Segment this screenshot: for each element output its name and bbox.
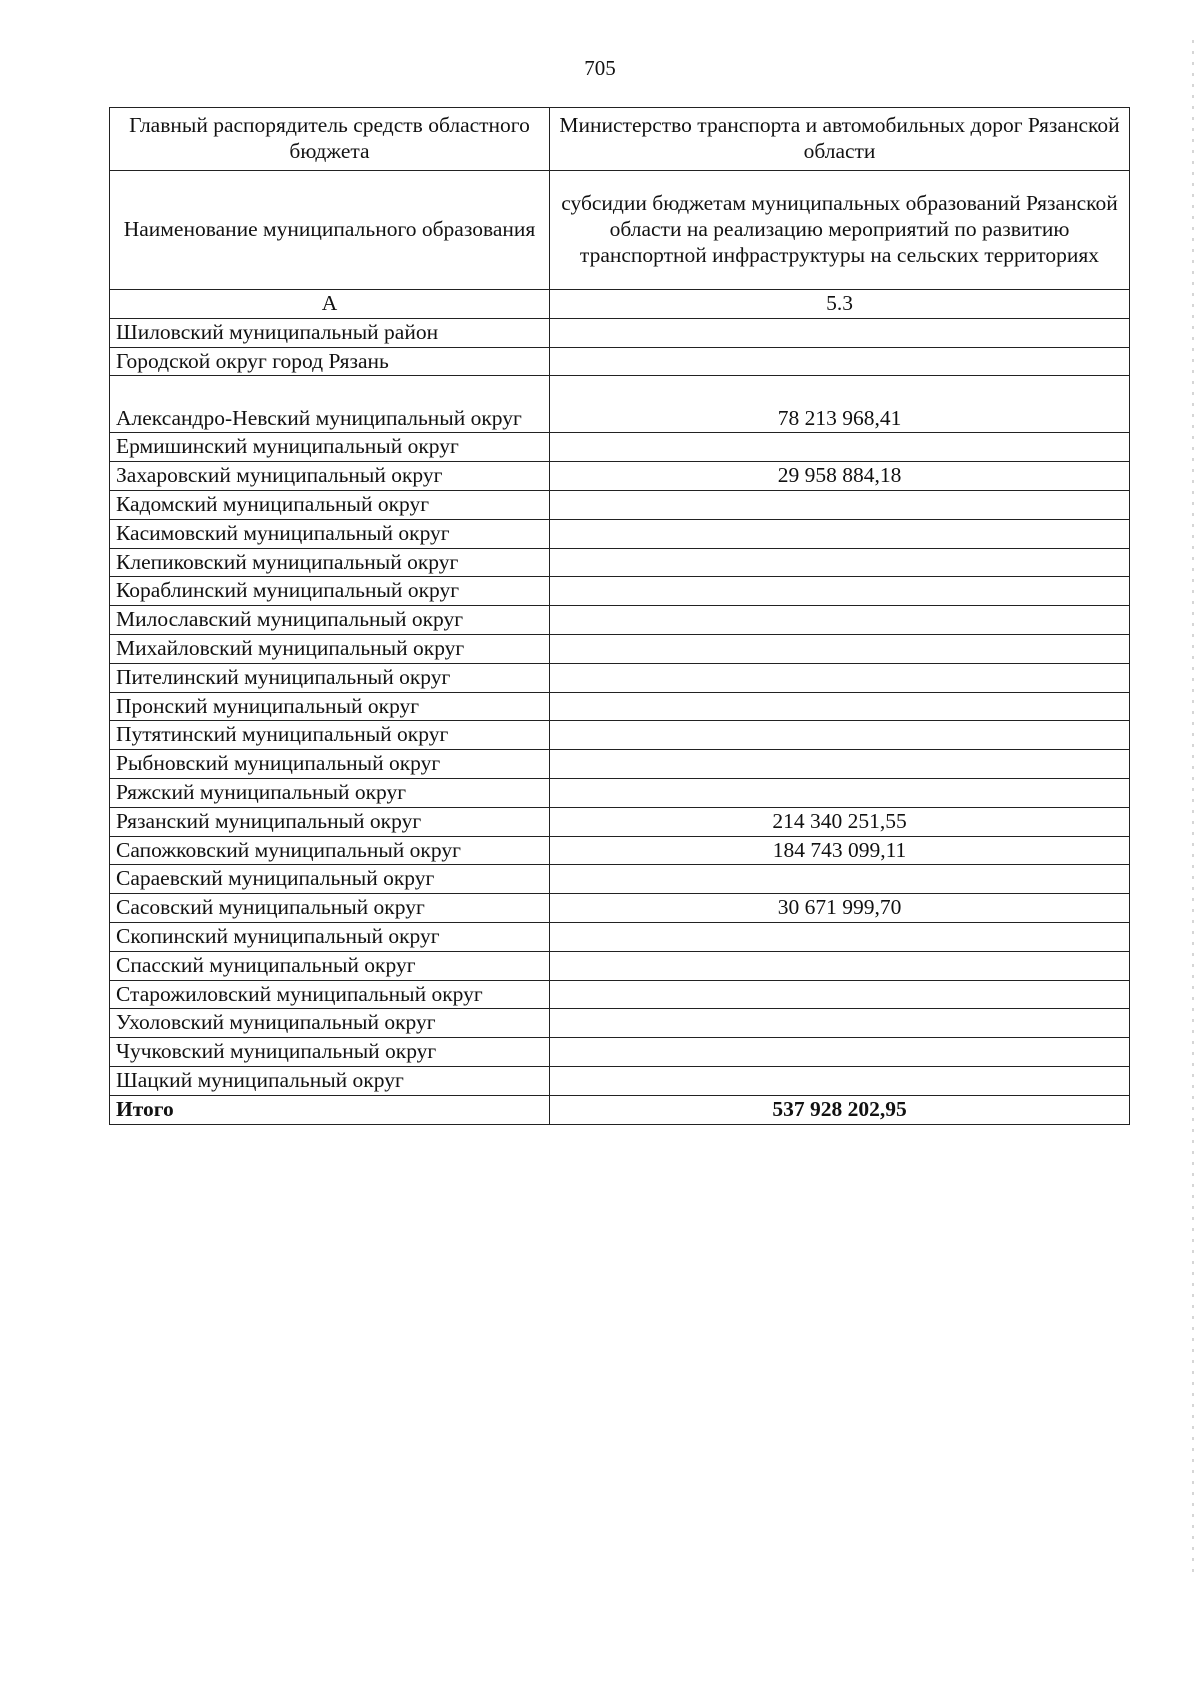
scan-edge-artifact [1192,40,1194,1580]
subsidy-table [109,107,1130,1125]
table-row [110,347,1130,376]
municipality-name: Рыбновский муниципальный округ [110,750,550,779]
subsidy-amount [550,490,1130,519]
table-row [110,318,1130,347]
subsidy-amount: 30 671 999,70 [550,894,1130,923]
municipality-name: Кадомский муниципальный округ [110,490,550,519]
subsidy-amount [550,692,1130,721]
municipality-name: Сараевский муниципальный округ [110,865,550,894]
municipality-name: Ухоловский муниципальный округ [110,1009,550,1038]
header-administrator-value: Министерство транспорта и автомобильных дорог Рязанской области [550,108,1130,171]
municipality-name: Скопинский муниципальный округ [110,922,550,951]
table-row [110,634,1130,663]
subsidy-amount [550,347,1130,376]
total-label: Итого [110,1095,550,1124]
page-number: 705 [584,56,616,80]
subsidy-amount [550,778,1130,807]
municipality-name: Шиловский муниципальный район [110,318,550,347]
table-row [110,490,1130,519]
header-subsidy-description: субсидии бюджетам муниципальных образований Рязанской области на реализацию мероприятий по развитию транспортной инфраструктуры на сельских территориях [550,171,1130,290]
subsidy-amount [550,951,1130,980]
municipality-name: Шацкий муниципальный округ [110,1066,550,1095]
table-row [110,980,1130,1009]
subsidy-amount [550,721,1130,750]
header-row-municipality [110,171,1130,290]
municipality-name: Касимовский муниципальный округ [110,519,550,548]
municipality-name: Спасский муниципальный округ [110,951,550,980]
subsidy-amount [550,980,1130,1009]
table-row [110,922,1130,951]
municipality-name: Городской округ город Рязань [110,347,550,376]
table-body [110,108,1130,1125]
municipality-name: Сасовский муниципальный округ [110,894,550,923]
table-row [110,433,1130,462]
column-index-right: 5.3 [550,290,1130,319]
table-row [110,519,1130,548]
subsidy-amount: 184 743 099,11 [550,836,1130,865]
table-row [110,951,1130,980]
subsidy-amount [550,318,1130,347]
table-row [110,548,1130,577]
table-row [110,692,1130,721]
subsidy-amount [550,750,1130,779]
municipality-name: Ряжский муниципальный округ [110,778,550,807]
column-index-row [110,290,1130,319]
table-row [110,376,1130,433]
table-row [110,807,1130,836]
table-row [110,778,1130,807]
municipality-name: Кораблинский муниципальный округ [110,577,550,606]
table-row [110,577,1130,606]
table-row [110,1066,1130,1095]
subsidy-amount [550,577,1130,606]
total-amount: 537 928 202,95 [550,1095,1130,1124]
municipality-name: Михайловский муниципальный округ [110,634,550,663]
table-row [110,1038,1130,1067]
subsidy-amount [550,606,1130,635]
subsidy-amount [550,922,1130,951]
municipality-name: Ермишинский муниципальный округ [110,433,550,462]
subsidy-amount [550,634,1130,663]
subsidy-amount [550,433,1130,462]
subsidy-amount [550,865,1130,894]
subsidy-amount [550,663,1130,692]
table-row [110,865,1130,894]
total-row [110,1095,1130,1124]
municipality-name: Александро-Невский муниципальный округ [110,376,550,433]
subsidy-amount [550,548,1130,577]
table-row [110,663,1130,692]
table-row [110,750,1130,779]
subsidy-amount [550,1066,1130,1095]
column-index-left: А [110,290,550,319]
municipality-name: Пителинский муниципальный округ [110,663,550,692]
table-row [110,1009,1130,1038]
table-row [110,836,1130,865]
table-row [110,894,1130,923]
subsidy-amount [550,519,1130,548]
municipality-name: Путятинский муниципальный округ [110,721,550,750]
header-row-administrator [110,108,1130,171]
header-administrator-label: Главный распорядитель средств областного бюджета [110,108,550,171]
municipality-name: Чучковский муниципальный округ [110,1038,550,1067]
subsidy-amount: 78 213 968,41 [550,376,1130,433]
subsidy-amount: 29 958 884,18 [550,462,1130,491]
table-row [110,606,1130,635]
municipality-name: Захаровский муниципальный округ [110,462,550,491]
subsidy-amount [550,1009,1130,1038]
table-row [110,462,1130,491]
subsidy-amount: 214 340 251,55 [550,807,1130,836]
municipality-name: Милославский муниципальный округ [110,606,550,635]
municipality-name: Старожиловский муниципальный округ [110,980,550,1009]
header-municipality-label: Наименование муниципального образования [110,171,550,290]
subsidy-amount [550,1038,1130,1067]
municipality-name: Клепиковский муниципальный округ [110,548,550,577]
municipality-name: Рязанский муниципальный округ [110,807,550,836]
municipality-name: Сапожковский муниципальный округ [110,836,550,865]
table-row [110,721,1130,750]
municipality-name: Пронский муниципальный округ [110,692,550,721]
